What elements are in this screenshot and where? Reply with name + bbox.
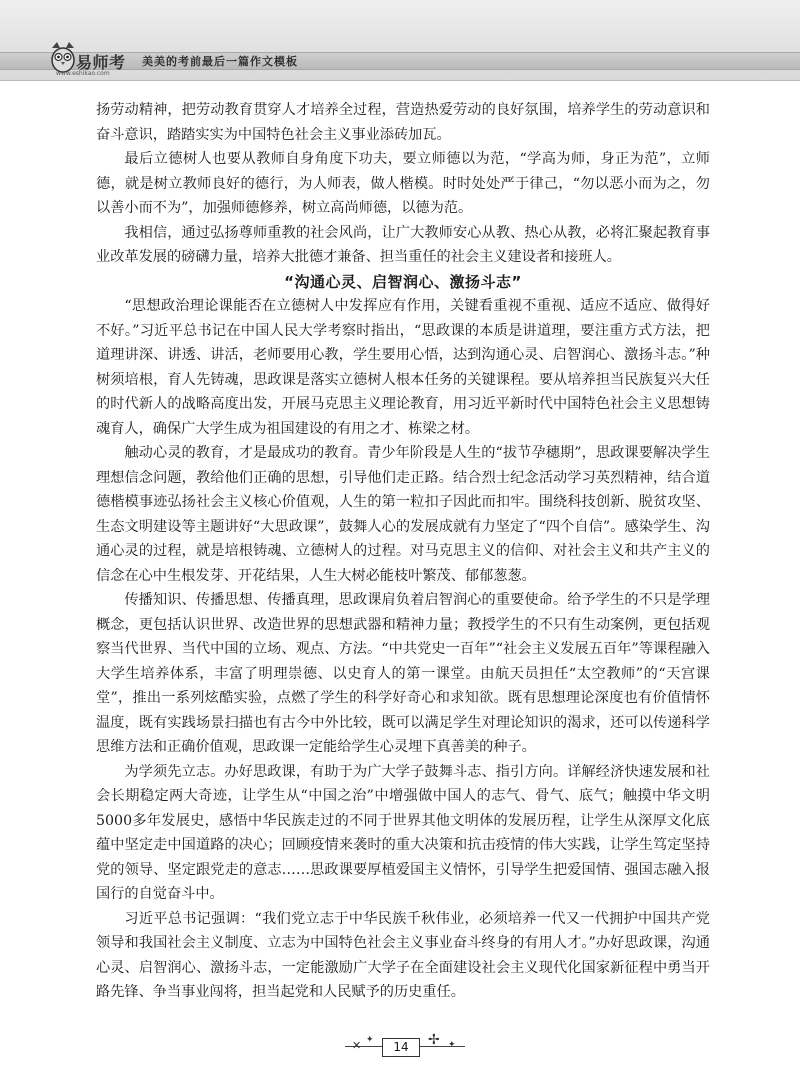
- logo-text: 易师考: [76, 53, 126, 72]
- article-body: [96, 98, 710, 1005]
- star-decoration-icon: ✦: [366, 1035, 374, 1045]
- pinwheel-decoration-icon: ✢: [428, 1032, 440, 1048]
- paragraph: “思想政治理论课能否在立德树人中发挥应有作用，关键看重视不重视、适应不适应、做得好不好。”习近平总书记在中国人民大学考察时指出，“思政课的本质是讲道理，要注重方式方法，把道理讲深、讲透、讲活，老师要用心教，学生要用心悟，达到沟通心灵、启智润心、激扬斗志。”种树须培根，育人先铸魂，思政课是落实立德树人根本任务的关键课程。要从培养担当民族复兴大任的时代新人的战略高度出发，开展马克思主义理论教育，用习近平新时代中国特色社会主义思想铸魂育人，确保广大学生成为祖国建设的有用之才、栋梁之材。: [96, 298, 710, 437]
- paragraph: 扬劳动精神，把劳动教育贯穿人才培养全过程，营造热爱劳动的良好氛围，培养学生的劳动意识和奋斗意识，踏踏实实为中国特色社会主义事业添砖加瓦。: [96, 102, 710, 143]
- section-heading: “沟通心灵、启智润心、激扬斗志”: [284, 272, 522, 291]
- logo-url: www.eshikao.com: [56, 70, 110, 77]
- paragraph: 最后立德树人也要从教师自身角度下功夫，要立师德以为范，“学高为师，身正为范”，立师德，就是树立教师良好的德行，为人师表，做人楷模。时时处处严于律己，“勿以恶小而为之，勿以善小而不为”，加强师德修养，树立高尚师德，以德为范。: [96, 151, 710, 216]
- paragraph: 传播知识、传播思想、传播真理，思政课肩负着启智润心的重要使命。给予学生的不只是学理概念，更包括认识世界、改造世界的思想武器和精神力量；教授学生的不只有生动案例，更包括观察当代世界、当代中国的立场、观点、方法。“中共党史一百年”“社会主义发展五百年”等课程融入大学生培养体系，丰富了明理崇德、以史育人的第一课堂。由航天员担任“太空教师”的“天宫课堂”，推出一系列炫酷实验，点燃了学生的科学好奇心和求知欲。既有思想理论深度也有价值情怀温度，既有实践场景扫描也有古今中外比较，既可以满足学生对理论知识的渴求，还可以传递科学思维方法和正确价值观，思政课一定能给学生心灵埋下真善美的种子。: [96, 592, 710, 755]
- star-decoration-icon: ✕: [352, 1039, 362, 1052]
- owl-mascot-icon: [48, 40, 78, 74]
- paragraph: 为学须先立志。办好思政课，有助于为广大学子鼓舞斗志、指引方向。详解经济快速发展和社会长期稳定两大奇迹，让学生从“中国之治”中增强做中国人的志气、骨气、底气；触摸中华文明5000多年发展史，感悟中华民族走过的不同于世界其他文明体的发展历程，让学生从深厚文化底蕴中坚定走中国道路的决心；回顾疫情来袭时的重大决策和抗击疫情的伟大实践，让学生笃定坚持党的领导、坚定跟党走的意志……思政课要厚植爱国主义情怀，引导学生把爱国情、强国志融入报国行的自觉奋斗中。: [96, 763, 710, 902]
- star-decoration-icon: ✦: [448, 1040, 456, 1050]
- page-footer: [0, 1026, 800, 1066]
- logo: [48, 40, 143, 80]
- page-number: 14: [382, 1038, 420, 1057]
- series-title: 美美的考前最后一篇作文模板: [142, 55, 298, 68]
- paragraph: 触动心灵的教育，才是最成功的教育。青少年阶段是人生的“拔节孕穗期”，思政课要解决学生理想信念问题，教给他们正确的思想，引导他们走正路。结合烈士纪念活动学习英烈精神，结合道德楷模事迹弘扬社会主义核心价值观，人生的第一粒扣子因此而扣牢。围绕科技创新、脱贫攻坚、生态文明建设等主题讲好“大思政课”，鼓舞人心的发展成就有力坚定了“四个自信”。感染学生、沟通心灵的过程，就是培根铸魂、立德树人的过程。对马克思主义的信仰、对社会主义和共产主义的信念在心中生根发芽、开花结果，人生大树必能枝叶繁茂、郁郁葱葱。: [96, 445, 710, 584]
- paragraph: 我相信，通过弘扬尊师重教的社会风尚，让广大教师安心从教、热心从教，必将汇聚起教育事业改革发展的磅礴力量，培养大批德才兼备、担当重任的社会主义建设者和接班人。: [96, 224, 710, 265]
- paragraph: 习近平总书记强调：“我们党立志于中华民族千秋伟业，必须培养一代又一代拥护中国共产党领导和我国社会主义制度、立志为中国特色社会主义事业奋斗终身的有用人才。”办好思政课，沟通心灵、启智润心、激扬斗志，一定能激励广大学子在全面建设社会主义现代化国家新征程中勇当开路先锋、争当事业闯将，担当起党和人民赋予的历史重任。: [96, 910, 710, 1000]
